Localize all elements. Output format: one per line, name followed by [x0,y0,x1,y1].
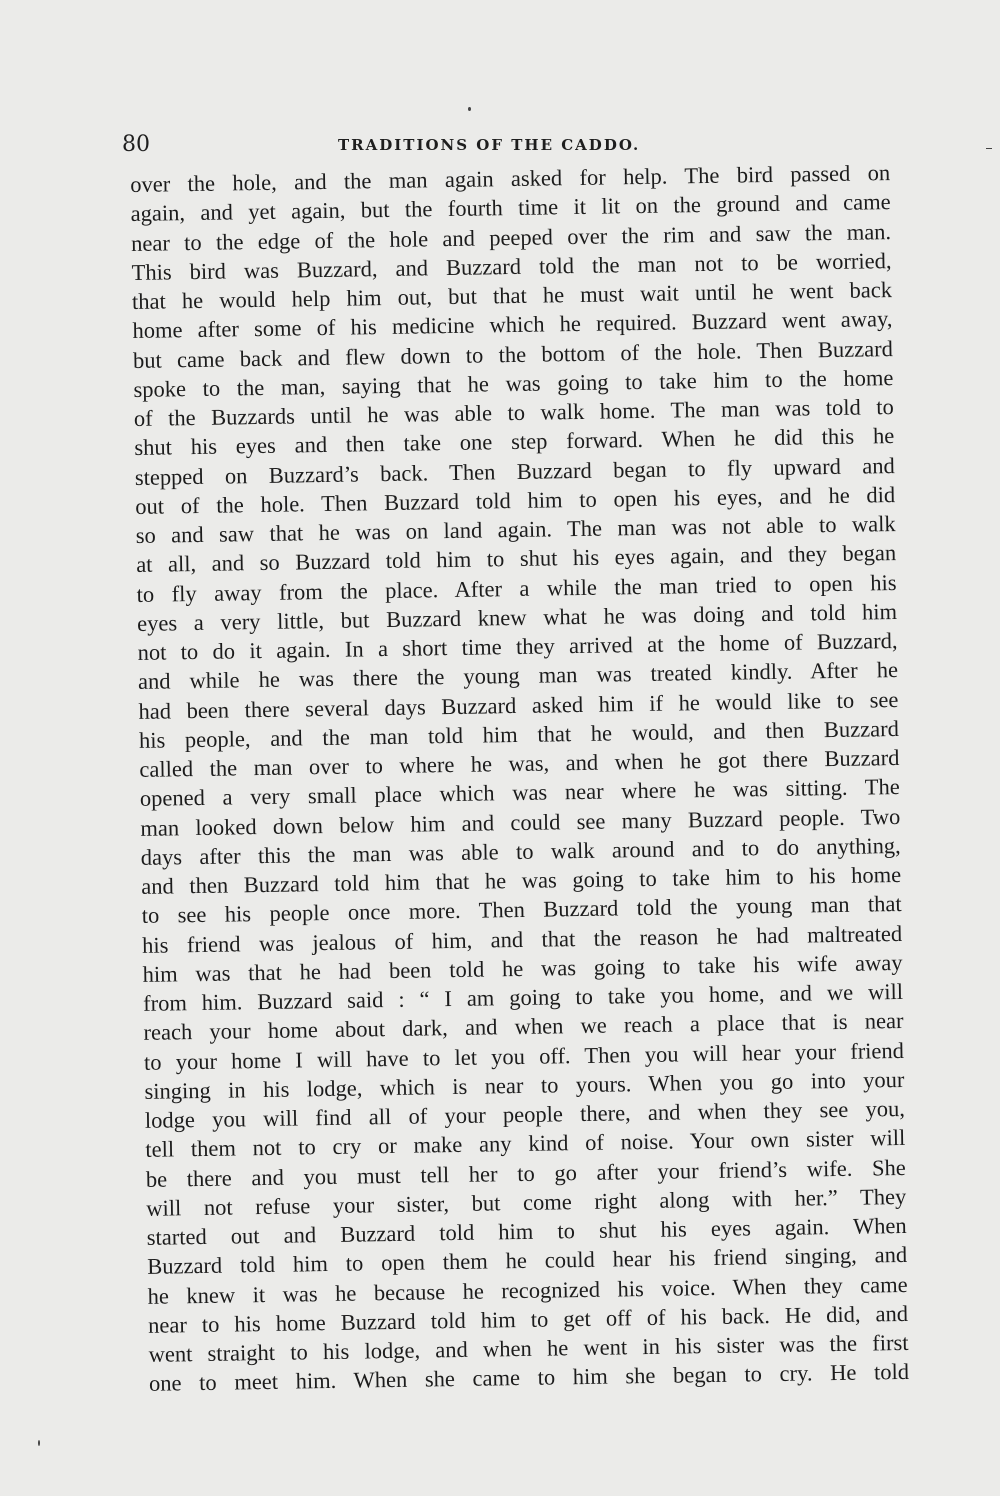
text-line: but came back and flew down to the bottom of the hole. Then Buzzard [132,335,894,373]
text-line: started out and Buzzard told him to shut his eyes again. When [146,1212,907,1250]
text-line: shut his eyes and then take one step forward. When he did this he [134,423,895,461]
print-speck [38,1440,40,1446]
text-line: singing in his lodge, which is near to yours. When you go into your [144,1066,905,1104]
text-line: not to do it again. In a short time they arrived at the home of Buzzard, [137,628,898,665]
text-line: he knew it was he because he recognized his voice. When they came [147,1271,908,1309]
text-line: Buzzard told him to open them he could hear his friend singing, and [147,1242,908,1280]
text-line: near to the edge of the hole and peeped over the rim and saw the man. [130,218,892,256]
text-line: called the man over to where he was, and when he got there Buzzard [139,744,900,782]
text-line: to fly away from the place. After a while the man tried to open his [136,569,897,607]
text-line: to your home I will have to let you off. Then you will hear your friend [143,1037,905,1075]
text-line: reach your home about dark, and when we reach a place that is near [143,1008,904,1046]
text-line: tell them not to cry or make any kind of noise. Your own sister will [145,1125,906,1163]
text-line: and while he was there the young man was treated kindly. After he [137,657,899,695]
text-line: man looked down below him and could see many Buzzard people. Two [140,803,901,841]
text-line: so and saw that he was on land again. The man was not able to walk [135,511,896,548]
text-line: be there and you must tell her to go after your friend’s wife. She [145,1154,906,1192]
running-title: TRADITIONS OF THE CADDO. [338,136,641,154]
text-line: eyes a very little, but Buzzard knew what he was doing and told him [136,598,898,636]
text-line: lodge you will find all of your people there, and when they see you, [144,1095,906,1133]
text-line: stepped on Buzzard’s back. Then Buzzard began to fly upward and [134,452,895,490]
text-line: at all, and so Buzzard told him to shut his eyes again, and they began [136,540,897,578]
text-line: his friend was jealous of him, and that the reason he had maltreated [141,920,903,958]
text-line: near to his home Buzzard told him to get off of his back. He did, and [147,1300,909,1338]
print-speck [468,107,471,111]
text-line: opened a very small place which was near where he was sitting. The [139,774,900,812]
text-line: This bird was Buzzard, and Buzzard told the man not to be worried, [131,247,892,285]
text-line: one to meet him. When she came to him she began to cry. He told [148,1359,910,1397]
text-line: will not refuse your sister, but come right along with her.” They [146,1183,907,1221]
text-line: over the hole, and the man again asked for help. The bird passed on [130,160,891,197]
text-line: him was that he had been told he was going to take his wife away [142,949,903,987]
text-line: had been there several days Buzzard asked him if he would like to see [138,686,899,724]
text-line: again, and yet again, but the fourth time it lit on the ground and came [130,189,891,227]
text-line: went straight to his lodge, and when he went in his sister was the first [148,1329,909,1367]
body-text [130,158,909,1398]
text-line: to see his people once more. Then Buzzard told the young man that [141,891,902,929]
text-line: that he would help him out, but that he must wait until he went back [131,277,893,314]
text-line: out of the hole. Then Buzzard told him to open his eyes, and he did [135,481,896,519]
text-line: his people, and the man told him that he would, and then Buzzard [138,715,900,753]
running-head [122,128,882,158]
text-line: of the Buzzards until he was able to walk home. The man was told to [133,394,895,431]
text-line: from him. Buzzard said : “ I am going to take you home, and we will [142,978,904,1016]
text-line: spoke to the man, saying that he was going to take him to the home [133,364,894,402]
text-line: home after some of his medicine which he required. Buzzard went away, [132,306,893,344]
print-speck [986,148,992,149]
text-line: and then Buzzard told him that he was going to take him to his home [141,861,902,899]
page-number: 80 [122,132,150,157]
text-line: days after this the man was able to walk around and to do anything, [140,832,901,870]
